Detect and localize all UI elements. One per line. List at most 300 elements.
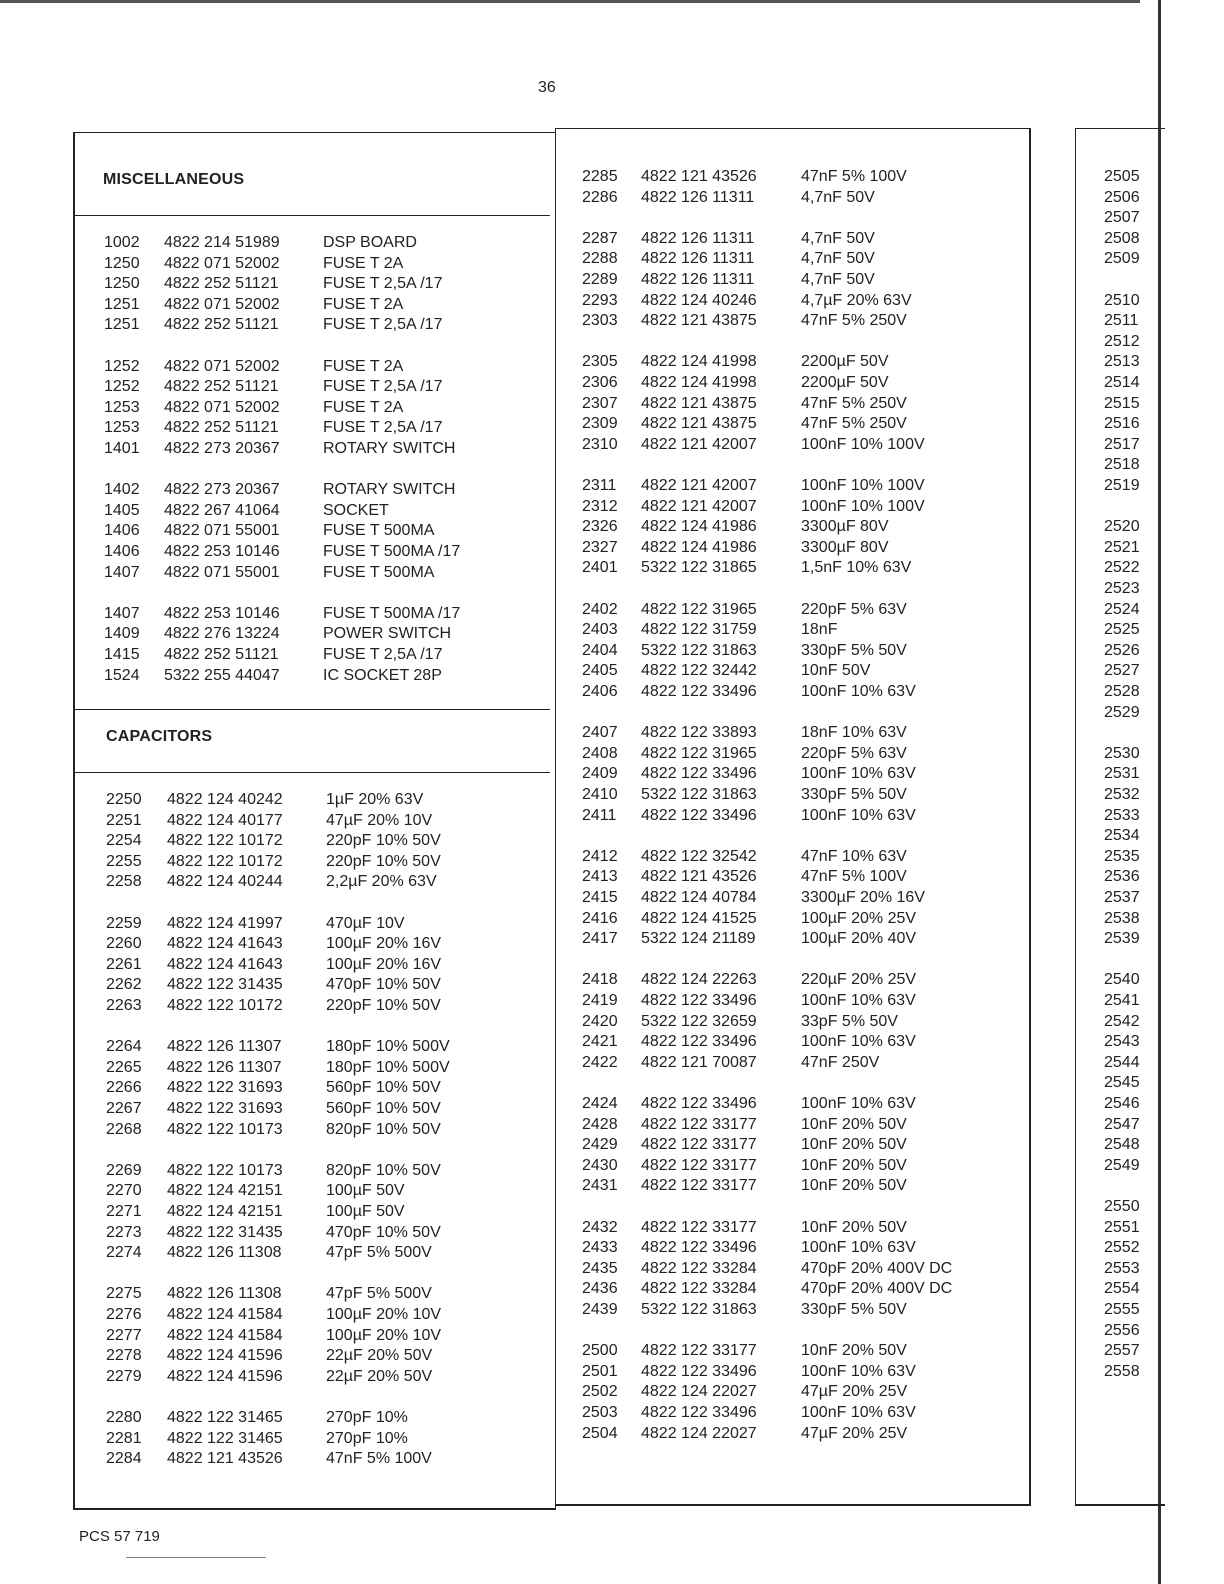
part-code: 4822 124 41596 [167,1367,283,1385]
part-code: 4822 122 31465 [167,1429,283,1447]
cap-row [106,1202,546,1222]
item-number: 2264 [106,1038,142,1056]
part-code: 4822 126 11307 [167,1058,282,1076]
cap-row [582,352,1022,372]
part-code: 4822 122 10172 [167,852,283,870]
description: 220pF 5% 63V [801,744,907,762]
part-code: 4822 122 31435 [167,1223,283,1241]
part-code: 4822 122 33177 [641,1218,757,1236]
item-number: 2432 [582,1218,618,1236]
edge-item-number: 2558 [1104,1362,1140,1380]
part-code: 4822 121 43526 [641,868,757,886]
item-number: 2267 [106,1100,142,1117]
description: ROTARY SWITCH [323,440,456,457]
part-code: 4822 253 10146 [164,604,280,622]
cap-row [582,1135,1022,1155]
description: 220pF 5% 63V [801,600,907,618]
part-code: 4822 124 41643 [167,935,283,953]
cap-row [106,955,546,975]
description: 100µF 50V [326,1203,405,1220]
part-code: 4822 252 51121 [164,316,279,334]
part-code: 4822 126 11311 [641,229,755,247]
cap-row [582,476,1022,496]
item-number: 2312 [582,497,618,515]
description: 100nF 10% 63V [801,992,916,1009]
item-number: 2289 [582,271,618,288]
cap-row [106,996,546,1016]
item-number: 1251 [104,295,140,313]
cap-row [582,867,1022,887]
document-code: PCS 57 719 [79,1528,160,1545]
part-code: 4822 126 11311 [641,188,755,206]
part-code: 4822 121 42007 [641,477,757,494]
item-number: 2310 [582,435,618,453]
description: 100nF 10% 100V [801,497,925,515]
description: 47nF 10% 63V [801,847,907,865]
part-code: 4822 124 41525 [641,909,757,927]
edge-item-number: 2508 [1104,229,1140,247]
description: 4,7µF 20% 63V [801,291,912,309]
part-code: 5322 122 31863 [641,1301,757,1318]
cap-row [582,1053,1022,1073]
cap-row [582,764,1022,784]
cap-row [582,1218,1022,1238]
item-number: 1002 [104,234,140,251]
misc-row [104,666,544,686]
edge-item-number: 2547 [1104,1115,1140,1133]
item-number: 1250 [104,254,140,272]
description: DSP BOARD [323,234,417,251]
cap-row [582,538,1022,558]
edge-item-number: 2532 [1104,786,1140,803]
cap-row [106,1284,546,1304]
part-code: 4822 122 33496 [641,1095,757,1112]
item-number: 2503 [582,1404,618,1421]
item-number: 1409 [104,625,140,643]
description: IC SOCKET 28P [323,666,442,684]
cap-row [582,661,1022,681]
part-code: 4822 124 41584 [167,1326,283,1344]
edge-item-number: 2536 [1104,868,1140,886]
cap-row [106,1120,546,1140]
edge-item-number: 2537 [1104,889,1140,906]
description: 10nF 20% 50V [801,1177,907,1195]
edge-item-number: 2531 [1104,765,1140,783]
edge-item-number: 2557 [1104,1342,1140,1360]
edge-item-number: 2514 [1104,374,1140,391]
part-code: 4822 126 11311 [641,271,755,288]
cap-row [582,970,1022,990]
part-code: 4822 273 20367 [164,440,280,457]
part-code: 4822 214 51989 [164,234,280,251]
item-number: 1253 [104,419,140,437]
edge-item-number: 2521 [1104,538,1140,556]
cap-row [582,1156,1022,1176]
part-code: 4822 071 55001 [164,522,280,540]
cap-row [582,929,1022,949]
cap-row [582,847,1022,867]
edge-item-number: 2539 [1104,930,1140,948]
item-number: 2262 [106,976,142,994]
description: 220pF 10% 50V [326,997,441,1014]
cap-row [106,914,546,934]
misc-row [104,542,544,562]
part-code: 4822 124 40244 [167,873,283,891]
item-number: 2410 [582,786,618,803]
part-code: 4822 124 41986 [641,518,757,536]
item-number: 2439 [582,1301,618,1318]
edge-item-number: 2505 [1104,168,1140,185]
item-number: 2275 [106,1285,142,1303]
description: 100nF 10% 100V [801,435,925,453]
description: 47nF 5% 250V [801,394,907,412]
item-number: 2260 [106,935,142,953]
cap-row [106,790,546,810]
description: 270pF 10% [326,1429,408,1447]
part-code: 4822 122 33496 [641,992,757,1009]
cap-row [582,1176,1022,1196]
cap-row [582,414,1022,434]
item-number: 2501 [582,1362,618,1380]
cap-row [582,1403,1022,1423]
misc-row [104,233,544,253]
description: FUSE T 2A [323,295,404,313]
page-number: 36 [538,79,556,96]
cap-row [582,249,1022,269]
item-number: 1415 [104,646,140,663]
description: 470pF 10% 50V [326,1223,441,1241]
misc-bottom-separator [75,709,550,710]
item-number: 1405 [104,501,140,519]
item-number: 2428 [582,1115,618,1133]
misc-row [104,563,544,583]
cap-row [582,1012,1022,1032]
part-code: 4822 122 31693 [167,1100,283,1117]
misc-row [104,480,544,500]
item-number: 1401 [104,440,140,457]
part-code: 4822 252 51121 [164,275,279,293]
part-code: 4822 121 43526 [641,168,757,185]
description: 18nF 10% 63V [801,724,907,742]
cap-row [582,641,1022,661]
item-number: 2431 [582,1177,618,1195]
edge-item-number: 2545 [1104,1074,1140,1092]
item-number: 1406 [104,543,140,560]
item-number: 2406 [582,683,618,700]
description: 2200µF 50V [801,353,889,371]
item-number: 2416 [582,909,618,927]
part-code: 4822 124 42151 [167,1182,283,1200]
description: FUSE T 500MA [323,522,435,540]
item-number: 2305 [582,353,618,371]
item-number: 2306 [582,374,618,391]
part-code: 4822 126 11308 [167,1285,282,1303]
part-code: 4822 122 33284 [641,1280,757,1298]
part-code: 5322 122 32659 [641,1012,757,1030]
description: 820pF 10% 50V [326,1120,441,1138]
part-code: 4822 122 31465 [167,1409,283,1426]
item-number: 2401 [582,559,618,577]
part-code: 4822 124 41643 [167,955,283,973]
item-number: 1250 [104,275,140,293]
item-number: 2273 [106,1223,142,1241]
edge-item-number: 2552 [1104,1239,1140,1257]
description: 100nF 10% 63V [801,806,916,824]
part-code: 4822 124 40784 [641,889,757,906]
item-number: 2258 [106,873,142,891]
edge-item-number: 2534 [1104,827,1140,845]
description: 220pF 10% 50V [326,852,441,870]
item-number: 2288 [582,250,618,268]
item-number: 2279 [106,1367,142,1385]
edge-item-number: 2511 [1104,312,1139,330]
description: 100nF 10% 63V [801,1095,916,1112]
edge-item-number: 2544 [1104,1053,1140,1071]
description: 100nF 10% 63V [801,765,916,783]
description: FUSE T 2A [323,357,404,375]
edge-item-number: 2553 [1104,1259,1140,1277]
misc-row [104,418,544,438]
description: FUSE T 2A [323,398,404,416]
part-code: 4822 122 33893 [641,724,757,742]
description: 100nF 10% 63V [801,683,916,700]
item-number: 2500 [582,1342,618,1360]
cap-row [582,620,1022,640]
item-number: 1253 [104,398,140,416]
item-number: 2421 [582,1033,618,1051]
description: 100µF 50V [326,1182,405,1200]
misc-row [104,398,544,418]
edge-item-number: 2522 [1104,559,1140,577]
description: FUSE T 2A [323,254,404,272]
description: 330pF 5% 50V [801,641,907,659]
part-code: 4822 121 42007 [641,497,757,515]
item-number: 2412 [582,847,618,865]
description: 180pF 10% 500V [326,1058,450,1076]
edge-item-number: 2550 [1104,1198,1140,1215]
description: 220µF 20% 25V [801,971,917,989]
cap-row [582,1424,1022,1444]
edge-item-number: 2529 [1104,703,1140,721]
description: 330pF 5% 50V [801,1301,907,1318]
item-number: 2422 [582,1053,618,1071]
description: 47nF 5% 100V [801,868,907,886]
part-code: 4822 122 32542 [641,847,757,865]
cap-row [582,1094,1022,1114]
misc-row [104,377,544,397]
item-number: 2415 [582,889,618,906]
part-code: 4822 071 52002 [164,295,280,313]
part-code: 4822 071 52002 [164,254,280,272]
description: 22µF 20% 50V [326,1347,433,1365]
part-code: 4822 071 55001 [164,563,280,581]
edge-item-number: 2535 [1104,847,1140,865]
edge-item-number: 2543 [1104,1033,1140,1051]
part-code: 4822 124 22027 [641,1424,757,1442]
part-code: 4822 122 33177 [641,1177,757,1195]
description: 2,2µF 20% 63V [326,873,437,891]
part-code: 4822 121 43526 [167,1450,283,1468]
part-code: 4822 124 41998 [641,353,757,371]
item-number: 2259 [106,914,142,932]
item-number: 2418 [582,971,618,989]
description: 220pF 10% 50V [326,832,441,850]
item-number: 2502 [582,1383,618,1401]
cap-row [106,1037,546,1057]
description: 100µF 20% 10V [326,1326,442,1344]
cap-row [582,744,1022,764]
description: 180pF 10% 500V [326,1038,450,1056]
description: POWER SWITCH [323,625,451,643]
cap-row [106,1223,546,1243]
item-number: 2309 [582,415,618,433]
misc-row [104,521,544,541]
item-number: 2280 [106,1409,142,1426]
description: 10nF 20% 50V [801,1136,907,1154]
part-code: 4822 126 11307 [167,1038,282,1056]
misc-row [104,254,544,274]
cap-row [582,394,1022,414]
edge-item-number: 2554 [1104,1280,1140,1298]
item-number: 2251 [106,811,142,829]
edge-item-number: 2540 [1104,971,1140,989]
part-code: 4822 124 22027 [641,1383,757,1401]
part-code: 4822 121 43875 [641,394,757,412]
item-number: 2435 [582,1259,618,1277]
part-code: 4822 122 31435 [167,976,283,994]
item-number: 2281 [106,1429,142,1447]
description: SOCKET [323,501,389,519]
cap-row [582,311,1022,331]
description: 10nF 50V [801,662,871,680]
description: 820pF 10% 50V [326,1161,441,1179]
description: 4,7nF 50V [801,188,875,206]
part-code: 4822 253 10146 [164,543,280,560]
edge-item-number: 2538 [1104,909,1140,927]
part-code: 4822 122 33496 [641,806,757,824]
item-number: 2504 [582,1424,618,1442]
part-code: 4822 122 33496 [641,1404,757,1421]
description: 100nF 10% 63V [801,1404,916,1421]
edge-item-number: 2530 [1104,744,1140,762]
edge-item-number: 2556 [1104,1321,1140,1339]
description: 10nF 20% 50V [801,1342,907,1360]
item-number: 2307 [582,394,618,412]
cap-row [582,229,1022,249]
item-number: 2404 [582,641,618,659]
part-code: 4822 122 10173 [167,1120,283,1138]
description: 1,5nF 10% 63V [801,559,912,577]
item-number: 2327 [582,538,618,556]
description: 47nF 250V [801,1053,880,1071]
description: 4,7nF 50V [801,271,875,288]
part-code: 4822 122 31693 [167,1079,283,1097]
part-code: 5322 122 31863 [641,786,757,803]
description: 3300µF 80V [801,518,889,536]
item-number: 2286 [582,188,618,206]
description: 18nF [801,621,838,639]
cap-row [582,1300,1022,1320]
item-number: 2250 [106,791,142,808]
item-number: 2265 [106,1058,142,1076]
part-code: 4822 121 43875 [641,415,757,433]
item-number: 1524 [104,666,140,684]
description: 470pF 20% 400V DC [801,1280,953,1298]
edge-item-number: 2546 [1104,1095,1140,1112]
part-code: 4822 122 33496 [641,1239,757,1257]
part-code: 4822 122 10172 [167,997,283,1014]
edge-item-number: 2506 [1104,188,1140,206]
description: 270pF 10% [326,1409,408,1426]
cap-row [106,1078,546,1098]
part-code: 4822 122 33284 [641,1259,757,1277]
item-number: 2266 [106,1079,142,1097]
part-code: 4822 122 31759 [641,621,757,639]
item-number: 2409 [582,765,618,783]
description: FUSE T 2,5A /17 [323,275,443,293]
part-code: 4822 124 40242 [167,791,283,808]
misc-header-separator [75,215,550,216]
item-number: 2261 [106,955,142,973]
edge-item-number: 2528 [1104,683,1140,700]
cap-row [106,934,546,954]
description: 47µF 20% 25V [801,1424,908,1442]
item-number: 2429 [582,1136,618,1154]
cap-row [106,1099,546,1119]
misc-row [104,274,544,294]
edge-item-number: 2555 [1104,1301,1140,1318]
item-number: 2278 [106,1347,142,1365]
part-code: 4822 122 33496 [641,683,757,700]
description: FUSE T 500MA /17 [323,543,461,560]
part-code: 4822 122 33496 [641,1033,757,1051]
cap-row [582,1362,1022,1382]
description: 470pF 20% 400V DC [801,1259,953,1277]
part-code: 4822 273 20367 [164,481,280,499]
cap-row [582,1238,1022,1258]
description: 4,7nF 50V [801,250,875,268]
edge-item-number: 2518 [1104,456,1140,474]
item-number: 2419 [582,992,618,1009]
cap-row [582,270,1022,290]
edge-item-number: 2512 [1104,332,1140,350]
item-number: 1406 [104,522,140,540]
item-number: 2268 [106,1120,142,1138]
description: 100µF 20% 16V [326,935,442,953]
item-number: 1252 [104,357,140,375]
cap-row [582,188,1022,208]
item-number: 2271 [106,1203,142,1220]
item-number: 2326 [582,518,618,536]
item-number: 2285 [582,168,618,185]
cap-row [106,975,546,995]
cap-row [582,806,1022,826]
description: 47nF 5% 250V [801,415,907,433]
description: 100nF 10% 100V [801,477,925,494]
item-number: 2407 [582,724,618,742]
description: 3300µF 80V [801,538,889,556]
description: 47pF 5% 500V [326,1244,432,1262]
item-number: 2405 [582,662,618,680]
part-code: 4822 122 33177 [641,1136,757,1154]
cap-row [582,723,1022,743]
edge-item-number: 2513 [1104,353,1140,371]
cap-row [582,909,1022,929]
item-number: 2420 [582,1012,618,1030]
description: 100nF 10% 63V [801,1033,916,1051]
description: FUSE T 2,5A /17 [323,646,443,663]
description: 47µF 20% 25V [801,1383,908,1401]
